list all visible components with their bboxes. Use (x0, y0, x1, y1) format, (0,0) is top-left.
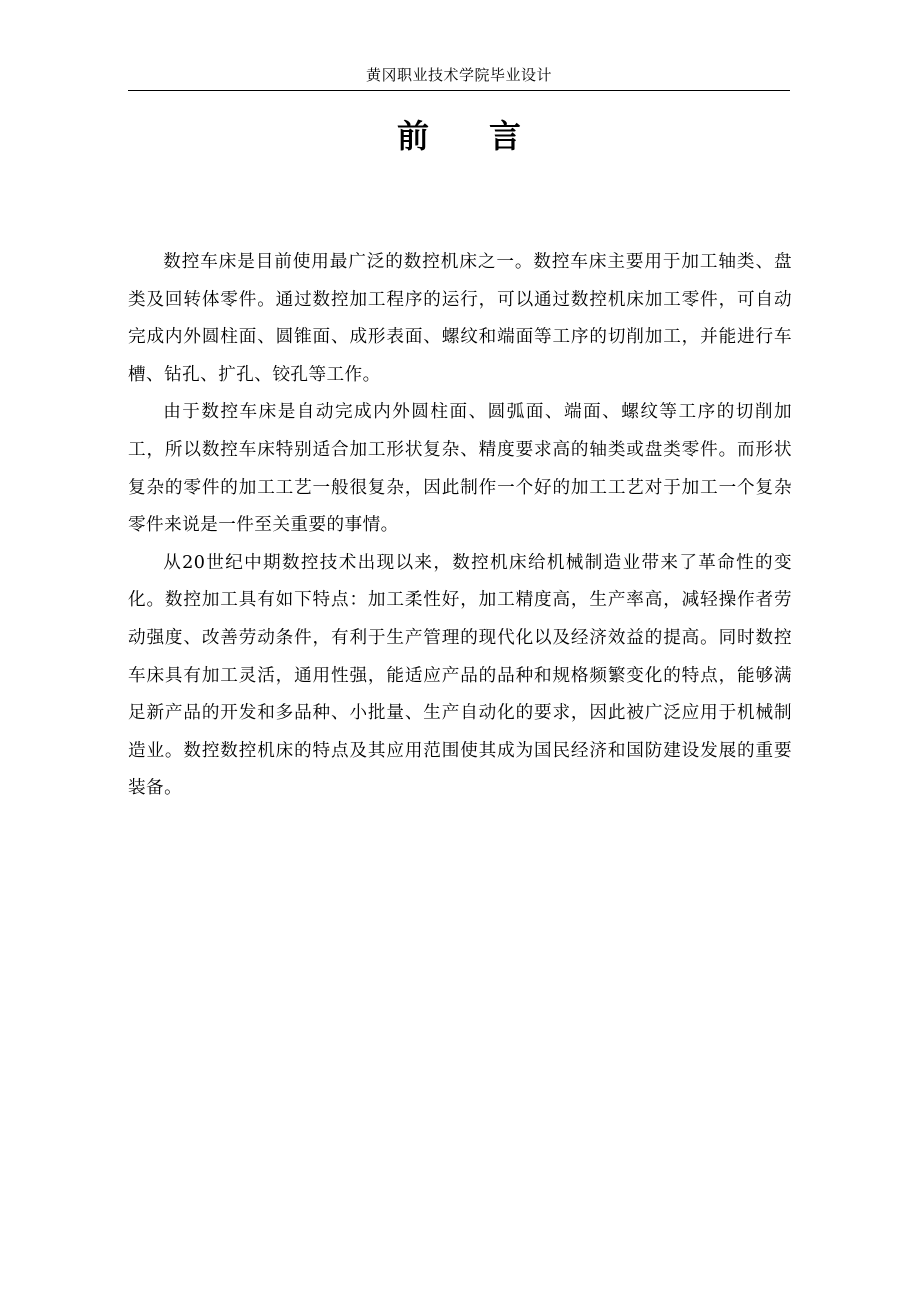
running-header (128, 64, 790, 91)
paragraph-1: 数控车床是目前使用最广泛的数控机床之一。数控车床主要用于加工轴类、盘类及回转体零件。通过数控加工程序的运行，可以通过数控机床加工零件，可自动完成内外圆柱面、圆锥面、成形表面、螺纹和端面等工序的切削加工，并能进行车槽、钻孔、扩孔、铰孔等工作。 (128, 252, 792, 385)
paragraph-2: 由于数控车床是自动完成内外圆柱面、圆弧面、端面、螺纹等工序的切削加工，所以数控车床特别适合加工形状复杂、精度要求高的轴类或盘类零件。而形状复杂的零件的加工工艺一般很复杂，因此制作一个好的加工工艺对于加工一个复杂零件来说是一件至关重要的事情。 (128, 402, 792, 536)
body-text (128, 244, 792, 808)
title-char-left: 前 (396, 117, 429, 155)
page-title (128, 112, 790, 160)
paragraph-3: 从20世纪中期数控技术出现以来，数控机床给机械制造业带来了革命性的变化。数控加工具有如下特点：加工柔性好，加工精度高，生产率高，减轻操作者劳动强度、改善劳动条件，有利于生产管理的现代化以及经济效益的提高。同时数控车床具有加工灵活，通用性强，能适应产品的品种和规格频繁变化的特点，能够满足新产品的开发和多品种、小批量、生产自动化的要求，因此被广泛应用于机械制造业。数控数控机床的特点及其应用范围使其成为国民经济和国防建设发展的重要装备。 (128, 552, 792, 799)
running-header-title: 黄冈职业技术学院毕业设计 (365, 66, 552, 84)
title-char-right: 言 (489, 117, 522, 155)
